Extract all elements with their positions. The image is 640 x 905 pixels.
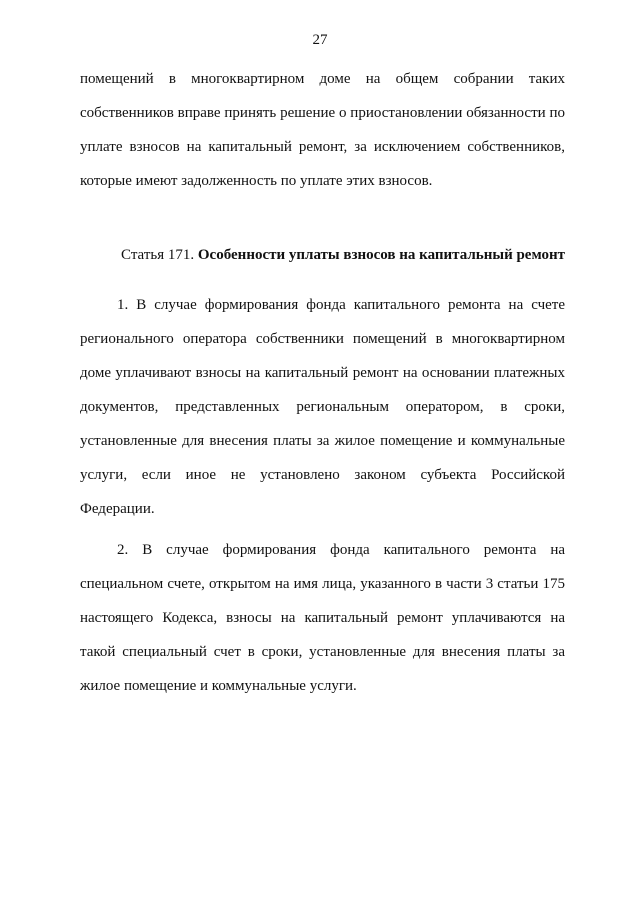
article-label: Статья 171. <box>121 247 195 263</box>
page-number: 27 <box>312 32 328 48</box>
article-heading <box>80 238 565 272</box>
continued-paragraph: помещений в многоквартирном доме на общем собрании таких собственников вправе принять решение о приостановлении обязанности по уплате взносов на капитальный ремонт, за исключением собственников, которые имеют задолженность по уплате этих взносов. <box>80 71 565 189</box>
article-paragraph-2: 2. В случае формирования фонда капитального ремонта на специальном счете, открытом на имя лица, указанного в части 3 статьи 175 настоящего Кодекса, взносы на капитальный ремонт уплачиваются на такой специальный счет в сроки, установленные для внесения платы за жилое помещение и коммунальные услуги. <box>80 542 565 694</box>
article-paragraph-1: 1. В случае формирования фонда капитального ремонта на счете регионального оператора собственники помещений в многоквартирном доме уплачивают взносы на капитальный ремонт на основании платежных документов, представленных региональным оператором, в сроки, установленные для внесения платы за жилое помещение и коммунальные услуги, если иное не установлено законом субъекта Российской Федерации. <box>80 297 565 517</box>
article-title: Особенности уплаты взносов на капитальный ремонт <box>197 247 565 263</box>
